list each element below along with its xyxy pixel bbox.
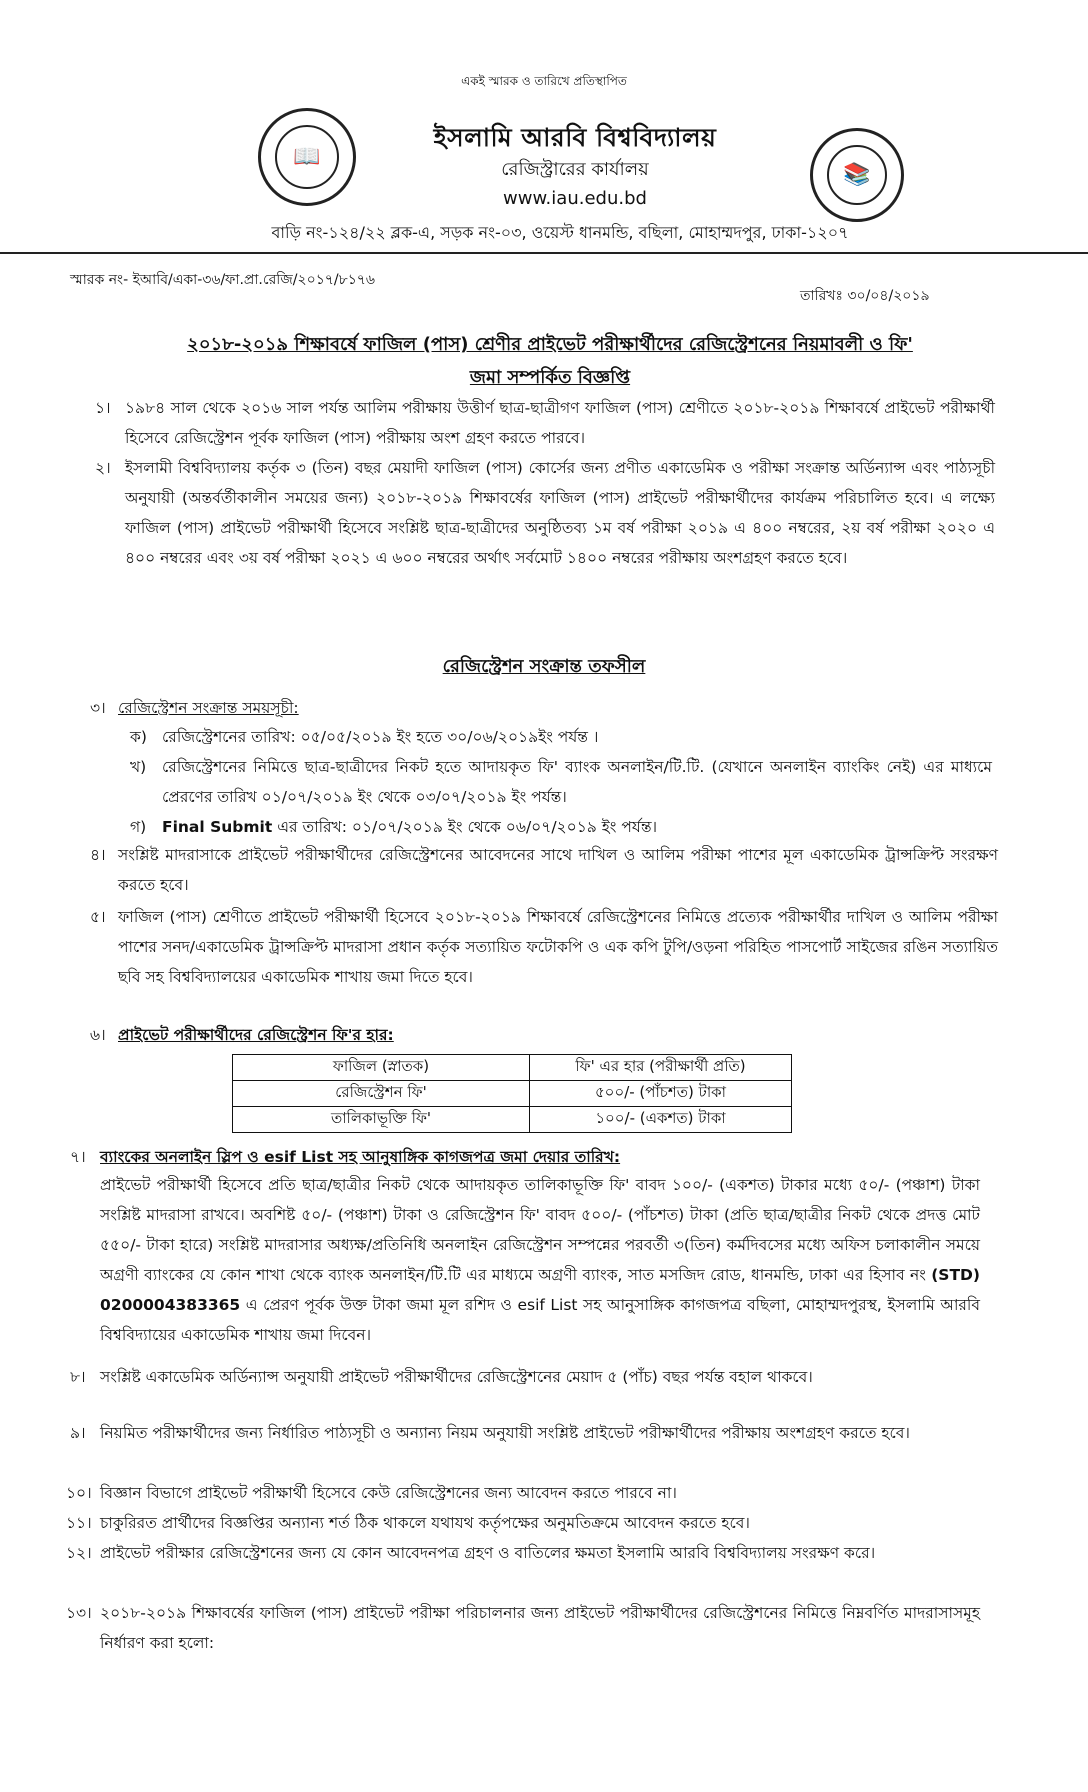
submission-heading: ব্যাংকের অনলাইন স্লিপ ও esif List সহ আনুষাঙ্গিক কাগজপত্র জমা দেয়ার তারিখ: [100, 1148, 621, 1166]
address: বাড়ি নং-১২৪/২২ ব্লক-এ, সড়ক নং-০৩, ওয়েস্ট ধানমন্ডি, বছিলা, মোহাম্মদপুর, ঢাকা-১২০৭ [271, 223, 849, 242]
fee-heading: প্রাইভেট পরীক্ষার্থীদের রেজিস্ট্রেশন ফি'র হার: [118, 1026, 394, 1044]
table-header-cell: ফি' এর হার (পরীক্ষার্থী প্রতি) [530, 1055, 792, 1081]
item-number: ৫। [90, 908, 106, 926]
sub-label: ক) [130, 728, 147, 746]
item-7-text-continued: এ প্রেরণ পূর্বক উক্ত টাকা জমা মূল রশিদ ও esif List সহ আনুসাঙ্গিক কাগজপত্র বছিলা, মোহাম্মদপুরস্থ, ইসলামি আরবি বিশ্ববিদ্যায়ের একাডেমিক শাখায় জমা দিবেন। [100, 1296, 980, 1344]
item-number: ৬। [90, 1026, 106, 1044]
item-2: ইসলামী বিশ্ববিদ্যালয় কর্তৃক ৩ (তিন) বছর মেয়াদী ফাজিল (পাস) কোর্সের জন্য প্রণীত একাডেমিক ও পরীক্ষা সংক্রান্ত অর্ডিন্যান্স এবং পাঠ্যসূচী অনুযায়ী (অন্তর্বর্তীকালীন সময়ের জন্য) ২০১৮-২০১৯ শিক্ষাবর্ষের ফাজিল (পাস) প্রাইভেট পরীক্ষার্থীদের কার্যক্রম পরিচালিত হবে। এ লক্ষ্যে ফাজিল (পাস) প্রাইভেট পরীক্ষার্থী হিসেবে সংশ্লিষ্ট ছাত্র-ছাত্রীদের অনুষ্ঠিতব্য ১ম বর্ষ পরীক্ষা ২০১৯ এ ৪০০ নম্বরের, ২য় বর্ষ পরীক্ষা ২০২০ এ ৪০০ নম্বরের এবং ৩য় বর্ষ পরীক্ষা ২০২১ এ ৬০০ নম্বরের অর্থাৎ সর্বমোট ১৪০০ নম্বরের পরীক্ষায় অংশগ্রহণ করতে হবে। [125, 459, 995, 567]
book-emblem-icon: 📖 [293, 144, 321, 170]
item-5: ফাজিল (পাস) শ্রেণীতে প্রাইভেট পরীক্ষার্থী হিসেবে ২০১৮-২০১৯ শিক্ষাবর্ষে রেজিস্ট্রেশনের নিমিত্তে প্রত্যেক পরীক্ষার্থীর দাখিল ও আলিম পরীক্ষা পাশের সনদ/একাডেমিক ট্রান্সক্রিপ্ট মাদরাসা প্রধান কর্তৃক সত্যায়িত ফটোকপি ও এক কপি টুপি/ওড়না পরিহিত পাসপোর্ট সাইজের রঙিন সত্যায়িত ছবি সহ বিশ্ববিদ্যালয়ের একাডেমিক শাখায় জমা দিতে হবে। [118, 908, 998, 986]
fee-transfer-date: রেজিস্ট্রেশনের নিমিত্তে ছাত্র-ছাত্রীদের নিকট হতে আদায়কৃত ফি' ব্যাংক অনলাইন/টি.টি. (যেখানে অনলাইন ব্যাংকিং নেই) এর মাধ্যমে প্রেরণের তারিখ ০১/০৭/২০১৯ ইং থেকে ০৩/০৭/২০১৯ ইং পর্যন্ত। [162, 758, 992, 806]
item-11: চাকুরিরত প্রার্থীদের বিজ্ঞপ্তির অন্যান্য শর্ত ঠিক থাকলে যথাযথ কর্তৃপক্ষের অনুমতিক্রমে আবেদন করতে হবে। [100, 1514, 750, 1532]
sub-label: গ) [130, 818, 147, 836]
table-row [233, 1107, 792, 1133]
fee-table [232, 1054, 792, 1133]
university-seal-right [810, 128, 904, 222]
item-12: প্রাইভেট পরীক্ষার রেজিস্ট্রেশনের জন্য যে কোন আবেদনপত্র গ্রহণ ও বাতিলের ক্ষমতা ইসলামি আরবি বিশ্ববিদ্যালয় সংরক্ষণ করে। [100, 1544, 876, 1562]
final-submit-text: এর তারিখ: ০১/০৭/২০১৯ ইং থেকে ০৬/০৭/২০১৯ ইং পর্যন্ত। [272, 818, 658, 836]
website: www.iau.edu.bd [503, 188, 647, 209]
item-number: ১০। [66, 1484, 92, 1502]
table-cell: ৫০০/- (পাঁচশত) টাকা [530, 1081, 792, 1107]
memo-ref: স্মারক নং- ইআবি/একা-৩৬/ফা.প্রা.রেজি/২০১৭/৮১৭৬ [70, 272, 375, 288]
memo-date: তারিখঃ ৩০/০৪/২০১৯ [800, 288, 930, 304]
item-8: সংশ্লিষ্ট একাডেমিক অর্ডিন্যান্স অনুযায়ী প্রাইভেট পরীক্ষার্থীদের রেজিস্ট্রেশনের মেয়াদ ৫ (পাঁচ) বছর পর্যন্ত বহাল থাকবে। [100, 1368, 813, 1386]
item-4: সংশ্লিষ্ট মাদরাসাকে প্রাইভেট পরীক্ষার্থীদের রেজিস্ট্রেশনের আবেদনের সাথে দাখিল ও আলিম পরীক্ষা পাশের মূল একাডেমিক ট্রান্সক্রিপ্ট সংরক্ষণ করতে হবে। [118, 846, 998, 894]
item-number: ৮। [70, 1368, 86, 1386]
item-number: ৯। [70, 1424, 86, 1442]
final-submit-date [162, 812, 982, 842]
section-heading: রেজিস্ট্রেশন সংক্রান্ত তফসীল [442, 656, 646, 677]
item-7-body [100, 1170, 980, 1350]
bank-account-number: (STD) 0200004383365 [100, 1266, 980, 1314]
item-number: ২। [95, 459, 111, 477]
notice-title-line1: ২০১৮-২০১৯ শিক্ষাবর্ষে ফাজিল (পাস) শ্রেণীর প্রাইভেট পরীক্ষার্থীদের রেজিস্ট্রেশনের নিয়মাবলী ও ফি' [187, 334, 913, 355]
registration-date: রেজিস্ট্রেশনের তারিখ: ০৫/০৫/২০১৯ ইং হতে ৩০/০৬/২০১৯ইং পর্যন্ত । [162, 728, 599, 746]
table-cell: ১০০/- (একশত) টাকা [530, 1107, 792, 1133]
item-9: নিয়মিত পরীক্ষার্থীদের জন্য নির্ধারিত পাঠ্যসূচী ও অন্যান্য নিয়ম অনুযায়ী সংশ্লিষ্ট প্রাইভেট পরীক্ষার্থীদের পরীক্ষায় অংশগ্রহণ করতে হবে। [100, 1424, 910, 1442]
item-number: ১১। [66, 1514, 92, 1532]
item-7-text: প্রাইভেট পরীক্ষার্থী হিসেবে প্রতি ছাত্র/ছাত্রীর নিকট থেকে আদায়কৃত তালিকাভূক্তি ফি' বাবদ ১০০/- (একশত) টাকার মধ্যে ৫০/- (পঞ্চাশ) টাকা সংশ্লিষ্ট মাদরাসা রাখবে। অবশিষ্ট ৫০/- (পঞ্চাশ) টাকা ও রেজিস্ট্রেশন ফি' বাবদ ৫০০/- (পাঁচশত) টাকা (প্রতি ছাত্র/ছাত্রীর নিকট থেকে প্রদত্ত মোট ৫৫০/- টাকা হারে) সংশ্লিষ্ট মাদরাসার অধ্যক্ষ/প্রতিনিধি অনলাইন রেজিস্ট্রেশন সম্পন্নের পরবর্তী ৩(তিন) কর্মদিবসের মধ্যে অফিস চলাকালীন সময়ে অগ্রণী ব্যাংকের যে কোন শাখা থেকে ব্যাংক অনলাইন/টি.টি এর মাধ্যমে অগ্রণী ব্যাংক, সাত মসজিদ রোড, ধানমন্ডি, ঢাকা এর হিসাব নং [100, 1176, 980, 1284]
office-name: রেজিস্ট্রারের কার্যালয় [501, 159, 649, 180]
item-10: বিজ্ঞান বিভাগে প্রাইভেট পরীক্ষার্থী হিসেবে কেউ রেজিস্ট্রেশনের জন্য আবেদন করতে পারবে না। [100, 1484, 677, 1502]
sub-label: খ) [130, 758, 147, 776]
table-cell: তালিকাভূক্তি ফি' [233, 1107, 530, 1133]
table-row [233, 1081, 792, 1107]
item-number: ৩। [90, 699, 106, 717]
item-number: ১২। [66, 1544, 92, 1562]
item-number: ৭। [70, 1148, 86, 1166]
item-number: ১। [95, 399, 111, 417]
table-header-row [233, 1055, 792, 1081]
table-cell: রেজিস্ট্রেশন ফি' [233, 1081, 530, 1107]
university-name: ইসলামি আরবি বিশ্ববিদ্যালয় [433, 123, 717, 152]
header-divider [0, 252, 1088, 254]
item-1: ১৯৮৪ সাল থেকে ২০১৬ সাল পর্যন্ত আলিম পরীক্ষায় উত্তীর্ণ ছাত্র-ছাত্রীগণ ফাজিল (পাস) শ্রেণীতে ২০১৮-২০১৯ শিক্ষাবর্ষে প্রাইভেট পরীক্ষার্থী হিসেবে রেজিস্ট্রেশন পূর্বক ফাজিল (পাস) পরীক্ষায় অংশ গ্রহণ করতে পারবে। [125, 399, 995, 447]
schedule-heading: রেজিস্ট্রেশন সংক্রান্ত সময়সূচী: [118, 699, 299, 717]
table-header-cell: ফাজিল (স্নাতক) [233, 1055, 530, 1081]
top-note: একই স্মারক ও তারিখে প্রতিস্থাপিত [461, 74, 627, 88]
item-13: ২০১৮-২০১৯ শিক্ষাবর্ষের ফাজিল (পাস) প্রাইভেট পরীক্ষা পরিচালনার জন্য প্রাইভেট পরীক্ষার্থীদের রেজিস্ট্রেশনের নিমিত্তে নিম্নবর্ণিত মাদরাসাসমূহ নির্ধারণ করা হলো: [100, 1604, 980, 1652]
item-number: ৪। [90, 846, 106, 864]
final-submit-label: Final Submit [162, 818, 273, 836]
book-emblem-icon: 📚 [843, 162, 871, 188]
notice-title-line2: জমা সম্পর্কিত বিজ্ঞপ্তি [469, 367, 631, 388]
item-number: ১৩। [66, 1604, 92, 1622]
